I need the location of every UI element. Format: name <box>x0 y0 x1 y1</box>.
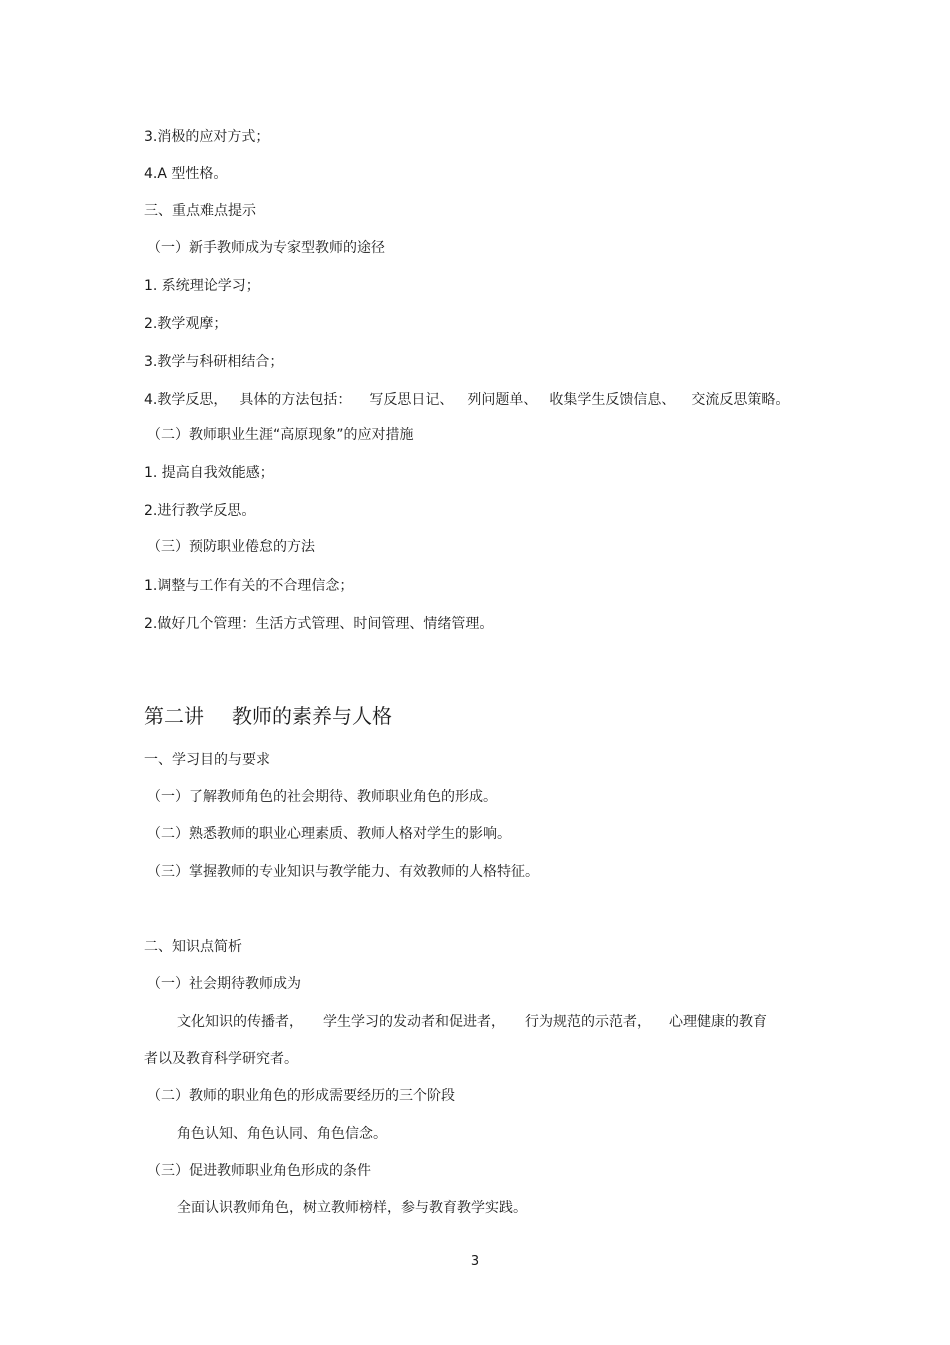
sub-heading: （一）新手教师成为专家型教师的途径 <box>147 240 385 256</box>
text-segment: 交流反思策略。 <box>691 392 790 408</box>
text-segment: 列问题单、 <box>467 392 538 408</box>
text-line: 全面认识教师角色，树立教师榜样，参与教育教学实践。 <box>177 1200 527 1216</box>
text-line-teacher-roles <box>177 1013 767 1031</box>
section-heading: 一、学习目的与要求 <box>144 752 270 768</box>
text-line: 角色认知、角色认同、角色信念。 <box>177 1126 387 1142</box>
sub-heading: （三）预防职业倦怠的方法 <box>147 539 315 555</box>
lecture-number: 第二讲 <box>144 704 204 728</box>
text-segment: 行为规范的示范者， <box>525 1014 651 1030</box>
text-segment: 文化知识的传播者， <box>177 1014 303 1030</box>
lecture-title: 教师的素养与人格 <box>232 704 392 728</box>
lecture-heading <box>144 703 392 729</box>
text-line: 3.消极的应对方式； <box>144 129 270 145</box>
section-heading: 二、知识点简析 <box>144 939 242 955</box>
text-line: （一）了解教师角色的社会期待、教师职业角色的形成。 <box>147 789 497 805</box>
text-line: 者以及教育科学研究者。 <box>144 1051 298 1067</box>
text-segment: 4.教学反思， <box>144 392 228 408</box>
text-segment: 心理健康的教育 <box>669 1014 767 1030</box>
sub-heading: （二）教师职业生涯“高原现象”的应对措施 <box>147 427 414 443</box>
text-line: 2.教学观摩； <box>144 316 228 332</box>
text-line: 1. 系统理论学习； <box>144 278 260 294</box>
text-line: （二）熟悉教师的职业心理素质、教师人格对学生的影响。 <box>147 826 511 842</box>
text-line: 3.教学与科研相结合； <box>144 354 284 370</box>
text-line: 1. 提高自我效能感； <box>144 465 274 481</box>
sub-heading: （一）社会期待教师成为 <box>147 976 301 992</box>
text-line: 2.做好几个管理：生活方式管理、时间管理、情绪管理。 <box>144 616 494 632</box>
section-heading: 三、重点难点提示 <box>144 203 256 219</box>
sub-heading: （二）教师的职业角色的形成需要经历的三个阶段 <box>147 1088 455 1104</box>
text-segment: 学生学习的发动者和促进者， <box>323 1014 505 1030</box>
text-segment: 收集学生反馈信息、 <box>549 392 676 408</box>
text-segment: 具体的方法包括： <box>239 392 352 408</box>
sub-heading: （三）促进教师职业角色形成的条件 <box>147 1163 371 1179</box>
text-segment: 写反思日记、 <box>369 392 454 408</box>
page-number: 3 <box>470 1254 480 1269</box>
text-line: 2.进行教学反思。 <box>144 503 256 519</box>
text-line-reflection-methods <box>144 391 789 409</box>
text-line: 4.A 型性格。 <box>144 166 228 182</box>
text-line: 1.调整与工作有关的不合理信念； <box>144 578 354 594</box>
text-line: （三）掌握教师的专业知识与教学能力、有效教师的人格特征。 <box>147 864 539 880</box>
